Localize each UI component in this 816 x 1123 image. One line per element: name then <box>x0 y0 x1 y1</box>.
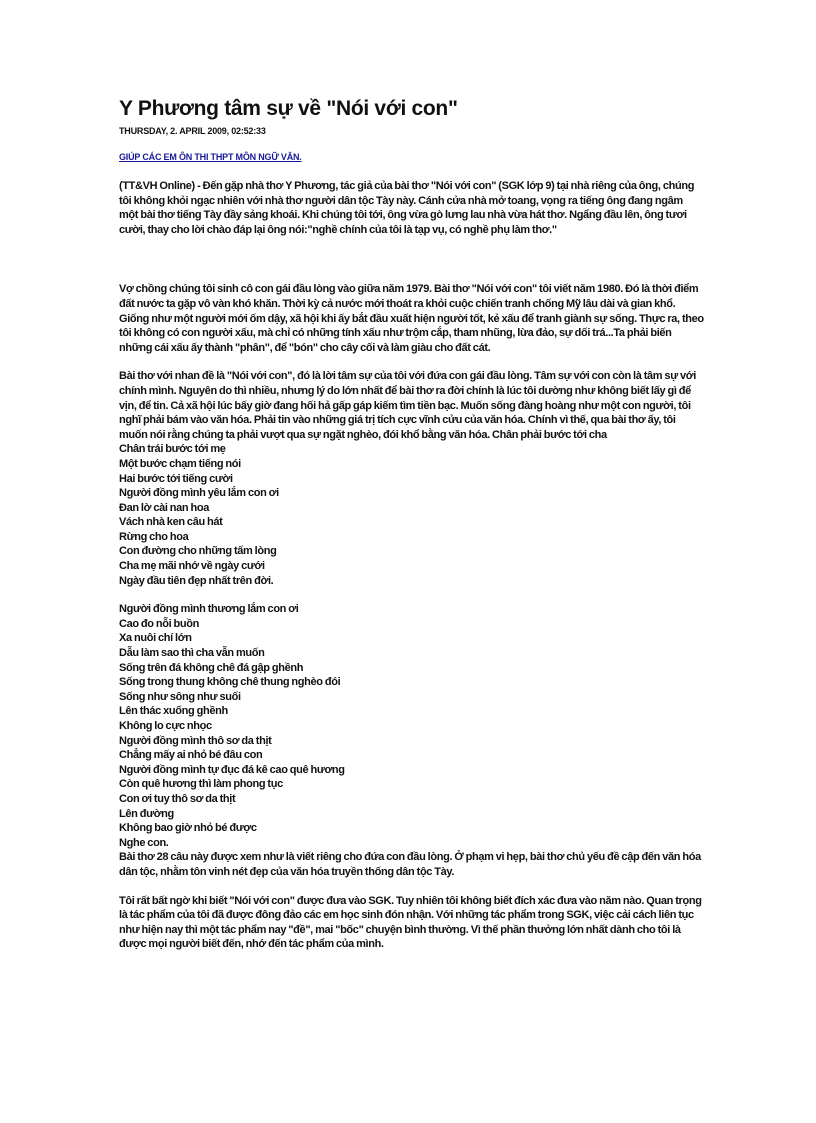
article-title: Y Phương tâm sự về "Nói với con" <box>119 97 458 120</box>
intro-paragraph: (TT&VH Online) - Đến gặp nhà thơ Y Phương, tác giả của bài thơ "Nói với con" (SGK lớp 9) tại nhà riêng của ông, chúng tôi không khỏi ngạc nhiên với nhà thơ người dân tộc Tày này. Cánh cửa nhà mở toang, vọng ra tiếng ông đang ngâm một bài thơ tiếng Tày đầy sảng khoái. Khi chúng tôi tới, ông vừa gò lưng lau nhà vừa hát thơ. Ngẩng đầu lên, ông tươi cười, thay cho lời chào đáp lại ông nói:"nghề chính của tôi là tạp vụ, có nghề phụ làm thơ." <box>119 180 695 236</box>
stanza-spacer <box>119 588 704 602</box>
poem-line: Rừng cho hoa <box>119 530 189 543</box>
poem-line: Không bao giờ nhỏ bé được <box>119 822 257 835</box>
poem-line: Ngày đầu tiên đẹp nhất trên đời. <box>119 574 274 587</box>
poem-line: Người đồng mình thô sơ da thịt <box>119 734 272 747</box>
poem-line: Sống trong thung không chê thung nghèo đói <box>119 676 341 689</box>
body-paragraph-1: Vợ chồng chúng tôi sinh cô con gái đầu lòng vào giữa năm 1979. Bài thơ "Nói với con" tôi viết năm 1980. Đó là thời điểm đất nước ta gặp vô vàn khó khăn. Thời kỳ cả nước mới thoát ra khỏi cuộc chiến tranh chống Mỹ lâu dài và gian khổ. Giống như một người mới ốm dậy, xã hội khi ấy bắt đầu xuất hiện người tốt, kẻ xấu để tranh giành sự sống. Thực ra, theo tôi không có con người xấu, mà chỉ có những tính xấu như trộm cắp, tham nhũng, lừa đảo, sự dối trá...Ta phải biến những cái xấu ấy thành "phân", để "bón" cho cây cối và làm giàu cho đất cát. <box>119 283 704 354</box>
body-paragraph-4: Tôi rất bất ngờ khi biết "Nói với con" được đưa vào SGK. Tuy nhiên tôi không biết đích xác đưa vào năm nào. Quan trọng là tác phẩm của tôi đã được đông đảo các em học sinh đón nhận. Với những tác phẩm trong SGK, việc cải cách liên tục như hiện nay thì một tác phẩm nay "đề", mai "bốc" chuyện bình thường. Vì thế phần thưởng lớn nhất dành cho tôi là được mọi người biết đến, nhớ đến tác phẩm của mình. <box>119 894 702 951</box>
poem-line: Cao đo nỗi buồn <box>119 617 200 630</box>
article <box>119 96 704 952</box>
body-paragraph-2: Bài thơ với nhan đề là "Nói với con", đó là lời tâm sự của tôi với đứa con gái đầu lòng. Tâm sự với con còn là tâm sự với chính mình. Nguyên do thì nhiều, nhưng lý do lớn nhất để bài thơ ra đời chính là lúc tôi dường như không biết lấy gì để vịn, để tin. Cả xã hội lúc bấy giờ đang hối hả gấp gáp kiếm tìm tiền bạc. Muốn sống đàng hoàng như một con người, tôi nghĩ phải bám vào văn hóa. Phải tin vào những giá trị tích cực vĩnh cửu của văn hóa. Chính vì thế, qua bài thơ ấy, tôi muốn nói rằng chúng ta phải vượt qua sự ngặt nghèo, đói khổ bằng văn hóa. Chân phải bước tới cha <box>119 370 696 441</box>
poem-line: Người đồng mình yêu lắm con ơi <box>119 487 279 500</box>
poem-line: Còn quê hương thì làm phong tục <box>119 778 283 791</box>
poem-line: Người đồng mình tự đục đá kê cao quê hương <box>119 763 345 776</box>
poem-line: Chẳng mấy ai nhỏ bé đâu con <box>119 749 263 762</box>
body-paragraph-3: Bài thơ 28 câu này được xem như là viết riêng cho đứa con đầu lòng. Ở phạm vi hẹp, bài thơ chủ yếu đề cập đến văn hóa dân tộc, nhằm tôn vinh nét đẹp của văn hóa truyền thống dân tộc Tày. <box>119 851 701 878</box>
category-link[interactable]: GIÚP CÁC EM ÔN THI THPT MÔN NGỮ VĂN. <box>119 152 302 162</box>
poem-line: Lên đường <box>119 807 174 820</box>
poem-line: Con ơi tuy thô sơ da thịt <box>119 792 236 805</box>
poem-line: Một bước chạm tiếng nói <box>119 457 241 470</box>
poem-line: Người đồng mình thương lắm con ơi <box>119 603 299 616</box>
poem-line: Vách nhà ken câu hát <box>119 516 223 529</box>
poem-line: Dẫu làm sao thì cha vẫn muốn <box>119 647 265 660</box>
poem-line: Không lo cực nhọc <box>119 720 212 732</box>
poem-line: Con đường cho những tấm lòng <box>119 545 277 558</box>
poem-stanza-1 <box>119 442 704 588</box>
poem-line: Cha mẹ mãi nhớ về ngày cưới <box>119 560 265 573</box>
poem-line: Nghe con. <box>119 836 169 849</box>
poem-line: Đan lờ cài nan hoa <box>119 501 209 514</box>
poem-line: Sống trên đá không chê đá gập ghềnh <box>119 661 304 674</box>
poem-line: Xa nuôi chí lớn <box>119 632 192 645</box>
article-date: THURSDAY, 2. APRIL 2009, 02:52:33 <box>119 126 266 136</box>
poem-line: Lên thác xuống ghềnh <box>119 705 228 718</box>
poem-stanza-2 <box>119 602 704 850</box>
poem-line: Hai bước tới tiếng cười <box>119 472 233 485</box>
poem-line: Chân trái bước tới mẹ <box>119 443 226 456</box>
poem-line: Sống như sông như suối <box>119 690 241 703</box>
